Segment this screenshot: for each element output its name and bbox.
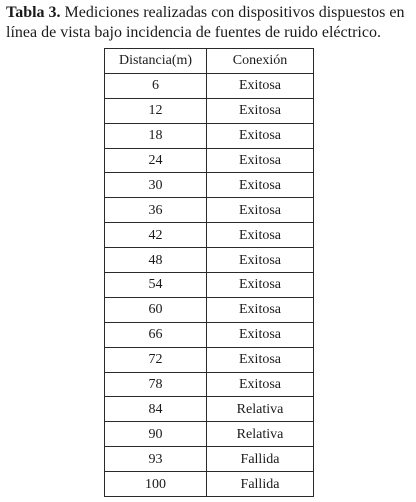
table-row: [105, 397, 314, 422]
connection-cell: Exitosa: [207, 73, 314, 98]
connection-cell: Exitosa: [207, 123, 314, 148]
table-row: [105, 472, 314, 497]
connection-cell: Exitosa: [207, 173, 314, 198]
distance-cell: 30: [105, 173, 207, 198]
distance-cell: 78: [105, 372, 207, 397]
table-body: [105, 73, 314, 496]
connection-cell: Relativa: [207, 397, 314, 422]
caption-label: Tabla 3.: [6, 4, 61, 21]
column-header-connection: Conexión: [207, 49, 314, 74]
distance-cell: 48: [105, 248, 207, 273]
header-row: [105, 49, 314, 74]
connection-cell: Exitosa: [207, 98, 314, 123]
table-row: [105, 273, 314, 298]
connection-cell: Exitosa: [207, 347, 314, 372]
table-row: [105, 148, 314, 173]
distance-cell: 66: [105, 322, 207, 347]
measurements-table: [104, 48, 314, 497]
distance-cell: 12: [105, 98, 207, 123]
table-row: [105, 422, 314, 447]
distance-cell: 72: [105, 347, 207, 372]
column-header-distance: Distancia(m): [105, 49, 207, 74]
table-row: [105, 447, 314, 472]
connection-cell: Exitosa: [207, 148, 314, 173]
distance-cell: 84: [105, 397, 207, 422]
connection-cell: Exitosa: [207, 322, 314, 347]
connection-cell: Exitosa: [207, 223, 314, 248]
distance-cell: 100: [105, 472, 207, 497]
table-row: [105, 248, 314, 273]
distance-cell: 60: [105, 297, 207, 322]
distance-cell: 18: [105, 123, 207, 148]
table-header: [105, 49, 314, 74]
distance-cell: 24: [105, 148, 207, 173]
distance-cell: 90: [105, 422, 207, 447]
connection-cell: Relativa: [207, 422, 314, 447]
table-row: [105, 322, 314, 347]
table-row: [105, 223, 314, 248]
distance-cell: 6: [105, 73, 207, 98]
table-row: [105, 173, 314, 198]
table-row: [105, 123, 314, 148]
table-row: [105, 297, 314, 322]
table-row: [105, 73, 314, 98]
connection-cell: Fallida: [207, 447, 314, 472]
table-row: [105, 347, 314, 372]
connection-cell: Exitosa: [207, 198, 314, 223]
table-row: [105, 372, 314, 397]
distance-cell: 93: [105, 447, 207, 472]
table-caption: [6, 3, 412, 43]
caption-text: Mediciones realizadas con dispositivos dispuestos en línea de vista bajo incidencia de fuentes de ruido eléctrico.: [6, 4, 405, 41]
connection-cell: Exitosa: [207, 273, 314, 298]
connection-cell: Exitosa: [207, 297, 314, 322]
distance-cell: 54: [105, 273, 207, 298]
connection-cell: Exitosa: [207, 248, 314, 273]
table-row: [105, 198, 314, 223]
table-row: [105, 98, 314, 123]
connection-cell: Fallida: [207, 472, 314, 497]
distance-cell: 42: [105, 223, 207, 248]
connection-cell: Exitosa: [207, 372, 314, 397]
distance-cell: 36: [105, 198, 207, 223]
